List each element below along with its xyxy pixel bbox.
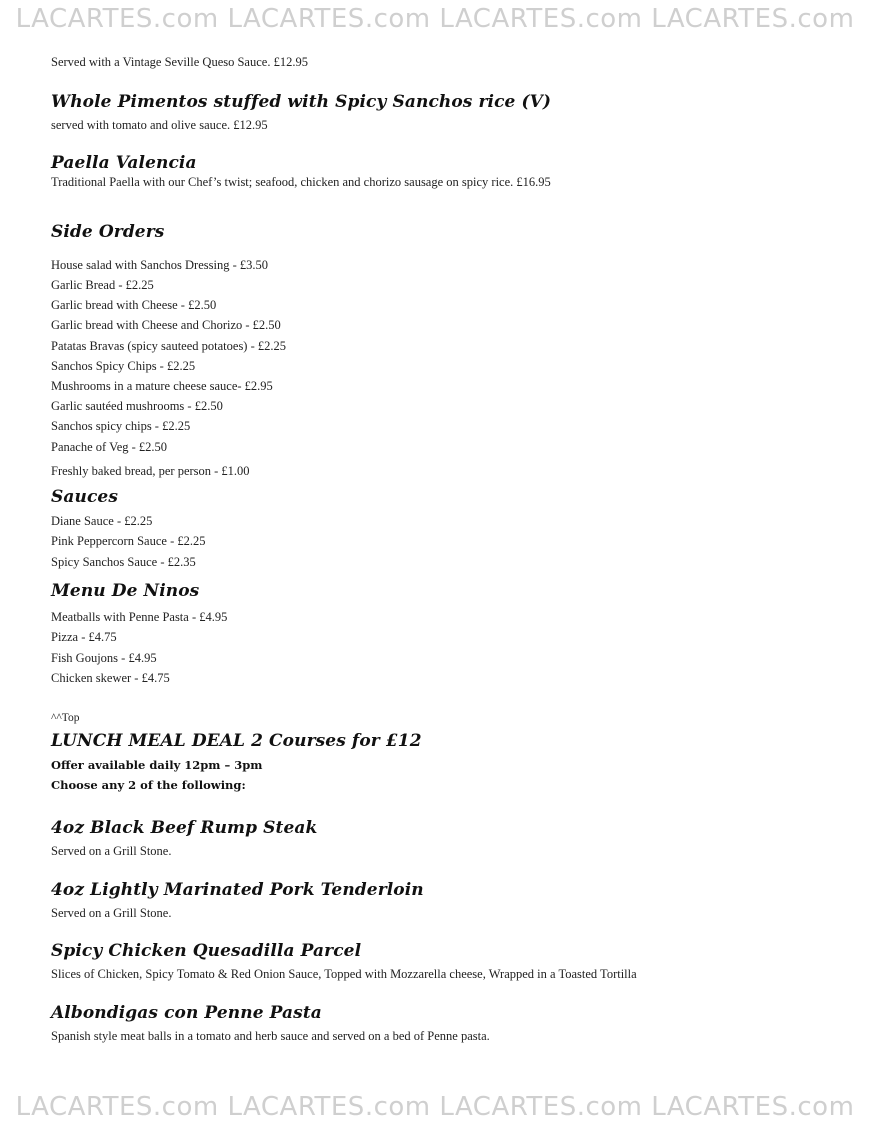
- lunch-item-title: 4oz Lightly Marinated Pork Tenderloin: [51, 880, 424, 900]
- side-order-item: Sanchos spicy chips - £2.25: [51, 419, 191, 433]
- side-order-item: Sanchos Spicy Chips - £2.25: [51, 359, 196, 373]
- ninos-item: Fish Goujons - £4.95: [51, 651, 157, 665]
- queso-description: Served with a Vintage Seville Queso Sauce. £12.95: [51, 55, 308, 69]
- lunch-deal-heading: LUNCH MEAL DEAL 2 Courses for £12: [51, 731, 422, 751]
- lunch-item-title: Spicy Chicken Quesadilla Parcel: [51, 941, 362, 961]
- lunch-offer-hours: Offer available daily 12pm – 3pm: [51, 758, 263, 772]
- lunch-item-description: Slices of Chicken, Spicy Tomato & Red Onion Sauce, Topped with Mozzarella cheese, Wrapped in a Toasted Tortilla: [51, 967, 637, 981]
- watermark-bottom: LACARTES.com LACARTES.com LACARTES.com LACARTES.com: [15, 1092, 855, 1122]
- lunch-item-description: Served on a Grill Stone.: [51, 906, 172, 920]
- lunch-item-title: Albondigas con Penne Pasta: [51, 1003, 322, 1023]
- sauce-item: Diane Sauce - £2.25: [51, 514, 153, 528]
- ninos-heading: Menu De Ninos: [51, 581, 200, 601]
- side-order-item: Garlic bread with Cheese - £2.50: [51, 298, 217, 312]
- side-orders-heading: Side Orders: [51, 222, 165, 242]
- lunch-item-description: Spanish style meat balls in a tomato and herb sauce and served on a bed of Penne pasta.: [51, 1029, 490, 1043]
- lunch-choose-text: Choose any 2 of the following:: [51, 778, 246, 792]
- side-order-item: Garlic Bread - £2.25: [51, 278, 154, 292]
- pimentos-description: served with tomato and olive sauce. £12.95: [51, 118, 268, 132]
- side-order-item: Patatas Bravas (spicy sauteed potatoes) - £2.25: [51, 339, 287, 353]
- sauce-item: Pink Peppercorn Sauce - £2.25: [51, 534, 206, 548]
- ninos-item: Chicken skewer - £4.75: [51, 671, 170, 685]
- side-order-item: Garlic sautéed mushrooms - £2.50: [51, 399, 223, 413]
- side-order-item: Panache of Veg - £2.50: [51, 440, 168, 454]
- watermark-top: LACARTES.com LACARTES.com LACARTES.com LACARTES.com: [15, 4, 855, 34]
- side-order-item: Garlic bread with Cheese and Chorizo - £2.50: [51, 318, 281, 332]
- lunch-item-description: Served on a Grill Stone.: [51, 844, 172, 858]
- side-order-item: Mushrooms in a mature cheese sauce- £2.95: [51, 379, 273, 393]
- side-order-item: Freshly baked bread, per person - £1.00: [51, 464, 250, 478]
- side-order-item: House salad with Sanchos Dressing - £3.50: [51, 258, 268, 272]
- ninos-item: Pizza - £4.75: [51, 630, 117, 644]
- ninos-item: Meatballs with Penne Pasta - £4.95: [51, 610, 228, 624]
- paella-description: Traditional Paella with our Chef’s twist; seafood, chicken and chorizo sausage on spicy rice. £16.95: [51, 175, 551, 189]
- paella-title: Paella Valencia: [51, 153, 197, 173]
- lunch-item-title: 4oz Black Beef Rump Steak: [51, 818, 318, 838]
- sauces-heading: Sauces: [51, 487, 118, 507]
- back-to-top-link[interactable]: ^^Top: [51, 712, 80, 724]
- sauce-item: Spicy Sanchos Sauce - £2.35: [51, 555, 196, 569]
- pimentos-title: Whole Pimentos stuffed with Spicy Sanchos rice (V): [51, 92, 552, 112]
